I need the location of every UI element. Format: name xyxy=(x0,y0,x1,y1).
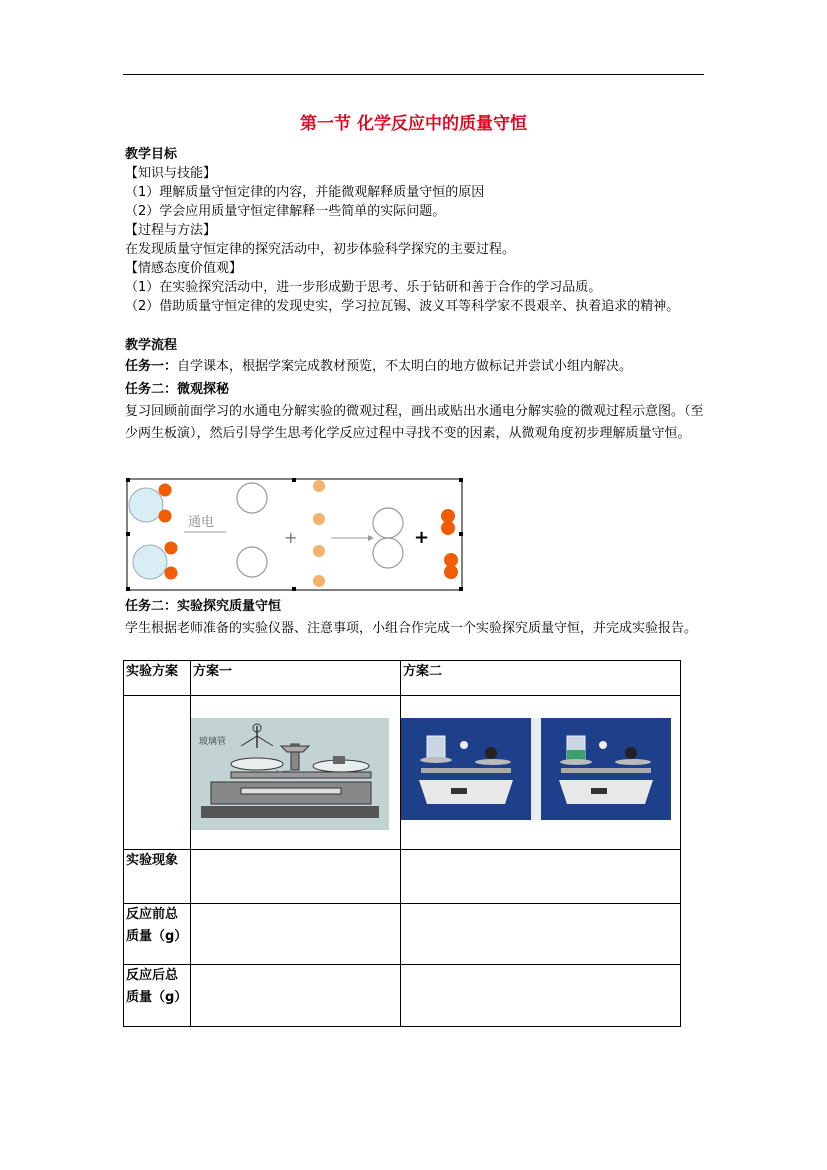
table-row xyxy=(124,965,681,1027)
task3-text: 学生根据老师准备的实验仪器、注意事项，小组合作完成一个实验探究质量守恒，并完成实验报告。 xyxy=(125,621,698,636)
process-heading: 【过程与方法】 xyxy=(125,223,217,238)
phenomenon-plan-2-cell xyxy=(401,850,681,904)
row-label-mass-after: 反应后总质量（g） xyxy=(124,965,191,1027)
knowledge-item-1: （1）理解质量守恒定律的内容，并能微观解释质量守恒的原因 xyxy=(125,185,485,200)
header-rule xyxy=(123,74,704,75)
task1-text: 自学课本，根据学案完成教材预览，不太明白的地方做标记并尝试小组内解决。 xyxy=(177,359,633,374)
task2-heading: 任务二：微观探秘 xyxy=(125,382,230,397)
row-label-phenomenon: 实验现象 xyxy=(124,850,191,904)
task3-heading: 任务二：实验探究质量守恒 xyxy=(125,599,282,614)
objectives-heading: 教学目标 xyxy=(125,147,178,162)
balance-beaker-photos xyxy=(401,718,671,820)
mass-after-plan-1-cell xyxy=(191,965,401,1027)
table-photo-row xyxy=(124,696,681,850)
balance-phosphorus-photo xyxy=(191,718,389,830)
mass-after-plan-2-cell xyxy=(401,965,681,1027)
process-item-1: 在发现质量守恒定律的探究活动中，初步体验科学探究的主要过程。 xyxy=(125,242,516,257)
header-cell-plan: 实验方案 xyxy=(124,661,191,696)
table-header-row xyxy=(124,661,681,696)
emotion-heading: 【情感态度价值观】 xyxy=(125,261,243,276)
flow-heading: 教学流程 xyxy=(125,338,178,353)
diagram-label: 通电 xyxy=(188,515,215,530)
header-cell-plan-2: 方案二 xyxy=(401,661,681,696)
header-cell-plan-1: 方案一 xyxy=(191,661,401,696)
svg-text:+: + xyxy=(414,527,430,548)
mass-before-plan-1-cell xyxy=(191,904,401,965)
table-row xyxy=(124,850,681,904)
emotion-item-2: （2）借助质量守恒定律的发现史实，学习拉瓦锡、波义耳等科学家不畏艰辛、执着追求的精神。 xyxy=(125,299,680,314)
task1 xyxy=(125,357,710,377)
phenomenon-plan-1-cell xyxy=(191,850,401,904)
row-label-mass-before: 反应前总质量（g） xyxy=(124,904,191,965)
water-electrolysis-diagram xyxy=(126,478,463,591)
mass-before-plan-2-cell xyxy=(401,904,681,965)
emotion-item-1: （1）在实验探究活动中，进一步形成勤于思考、乐于钻研和善于合作的学习品质。 xyxy=(125,280,602,295)
photo-label-glass-tube: 玻璃管 xyxy=(199,737,227,747)
page-title: 第一节 化学反应中的质量守恒 xyxy=(300,114,527,134)
task1-label: 任务一： xyxy=(125,359,178,374)
experiment-report-table xyxy=(123,660,681,1027)
knowledge-heading: 【知识与技能】 xyxy=(125,166,217,181)
knowledge-item-2: （2）学会应用质量守恒定律解释一些简单的实际问题。 xyxy=(125,204,446,219)
photo-row-label-cell xyxy=(124,696,191,850)
task2-text: 复习回顾前面学习的水通电分解实验的微观过程，画出或贴出水通电分解实验的微观过程示意图。（至少两生板演），然后引导学生思考化学反应过程中寻找不变的因素，从微观角度初步理解质量守恒。 xyxy=(125,404,704,441)
table-row xyxy=(124,904,681,965)
svg-text:+: + xyxy=(284,528,298,547)
